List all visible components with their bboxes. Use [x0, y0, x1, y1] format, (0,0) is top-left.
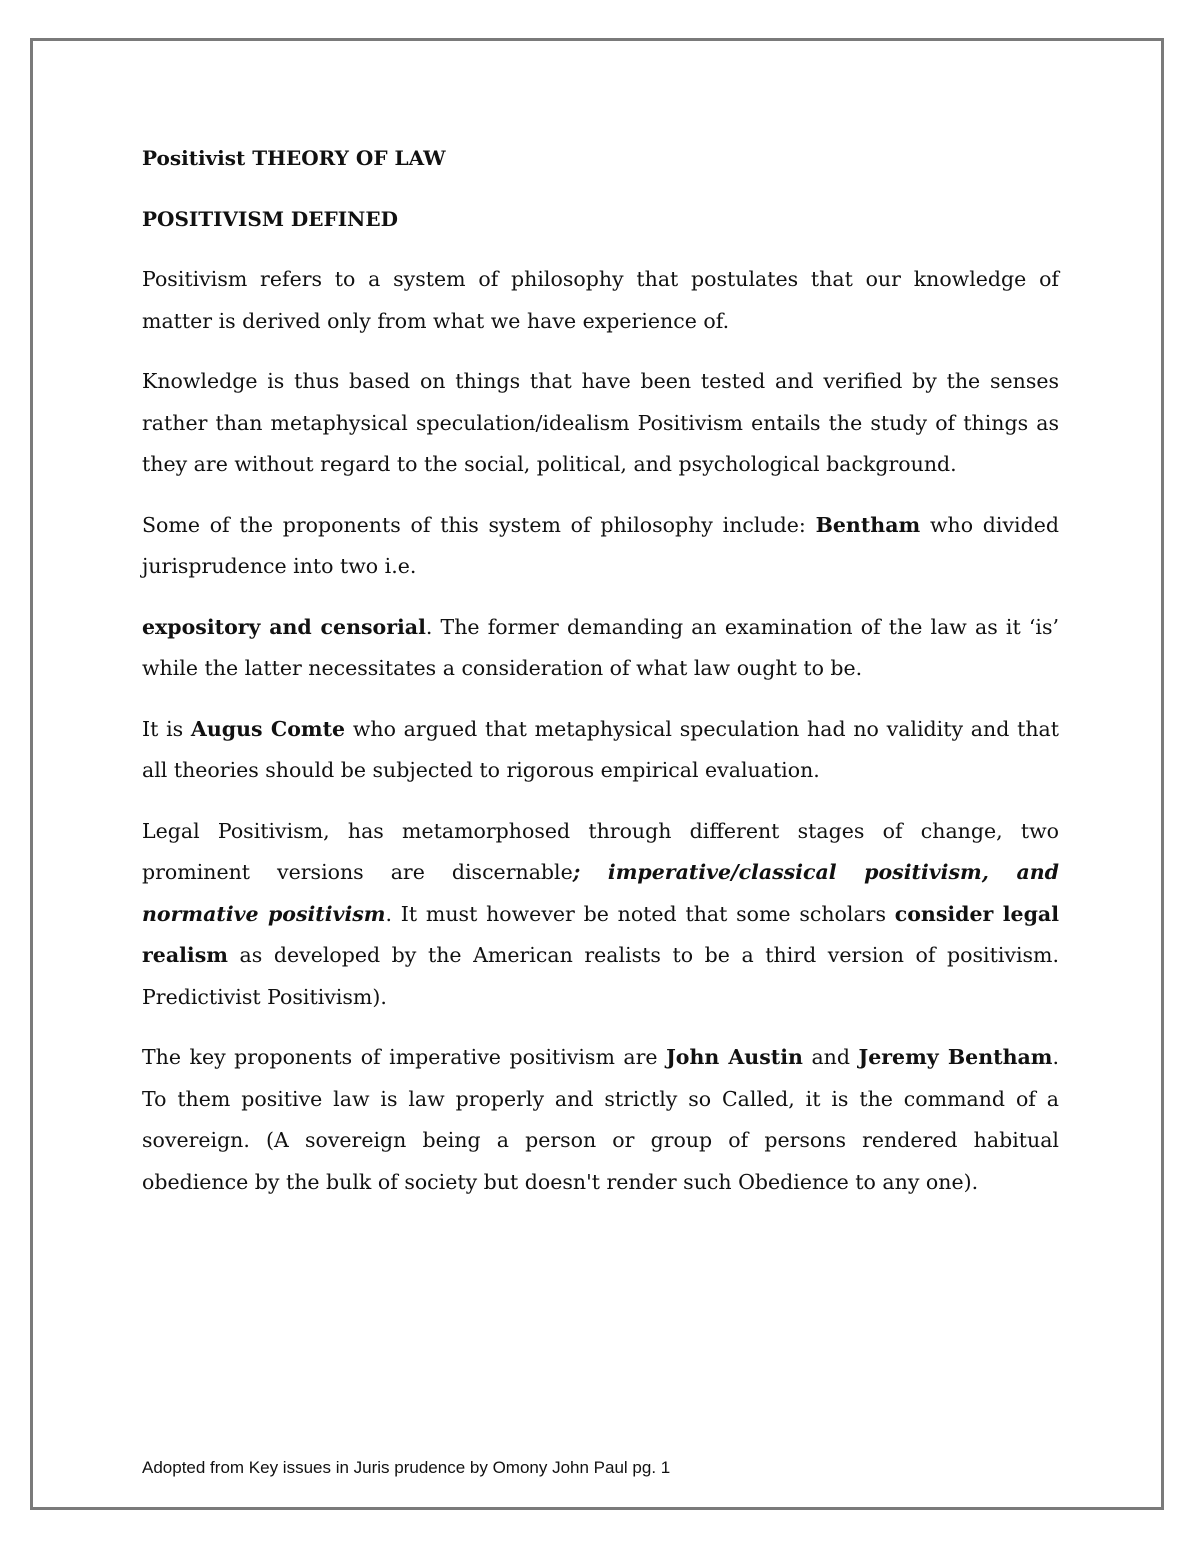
document-body [142, 138, 1059, 1222]
paragraph-legal-positivism [142, 811, 1059, 1019]
p4-text-b: . The former demanding an examination of the law as it ‘is’ while the latter necessitates a consideration of what law ought to be. [142, 614, 1059, 680]
p7-text-a: The key proponents of imperative positivism are [142, 1045, 667, 1069]
p3-text-a: Some of the proponents of this system of philosophy include: [142, 512, 816, 537]
p5-text-c: who argued that metaphysical speculation had no validity and that all theories should be subjected to rigorous empirical evaluation. [142, 716, 1059, 782]
page-footer: Adopted from Key issues in Juris prudence by Omony John Paul pg. 1 [142, 1458, 671, 1477]
p7-text-c: and [802, 1045, 859, 1069]
paragraph-knowledge: Knowledge is thus based on things that have been tested and verified by the senses rather than metaphysical speculation/idealism Positivism entails the study of things as they are without regard to the social, political, and psychological background. [142, 369, 1059, 476]
p3-bentham: Bentham [815, 512, 921, 537]
section-heading: POSITIVISM DEFINED [142, 206, 398, 231]
paragraph-comte [142, 709, 1059, 792]
paragraph-expository [142, 607, 1059, 690]
p6-text-e: as developed by the American realists to be a third version of positivism. Predictivist Positivism). [142, 943, 1059, 1009]
p6-versions: ; imperative/classical positivism, and normative positivism [142, 860, 1059, 926]
paragraph-proponents [142, 505, 1059, 588]
p6-text-c: . It must however be noted that some scholars [385, 901, 895, 926]
document-title [142, 138, 1059, 180]
p7-john-austin: John Austin [666, 1045, 803, 1069]
p4-expository-censorial: expository and censorial [142, 614, 426, 639]
p7-jeremy-bentham: Jeremy Bentham [858, 1045, 1053, 1069]
p6-legal-realism: consider legal realism [142, 901, 1059, 967]
p3-text-c: who divided jurisprudence into two i.e. [142, 512, 1059, 578]
paragraph-definition: Positivism refers to a system of philosophy that postulates that our knowledge of matter is derived only from what we have experience of. [142, 267, 1059, 333]
p7-text-e: . To them positive law is law properly and strictly so Called, it is the command of a sovereign. (A sovereign being a person or group of persons rendered habitual obedience by the bulk of society but doesn't render such Obedience to any one). [142, 1045, 1059, 1194]
p5-text-a: It is [142, 716, 191, 741]
p5-augus-comte: Augus Comte [190, 716, 346, 741]
p6-text-a: Legal Positivism, has metamorphosed through different stages of change, two prominent versions are discernable [142, 818, 1059, 884]
title-part-positivist: Positivist [142, 146, 246, 170]
title-part-theory: THEORY OF LAW [252, 146, 446, 170]
paragraph-imperative [142, 1037, 1059, 1203]
